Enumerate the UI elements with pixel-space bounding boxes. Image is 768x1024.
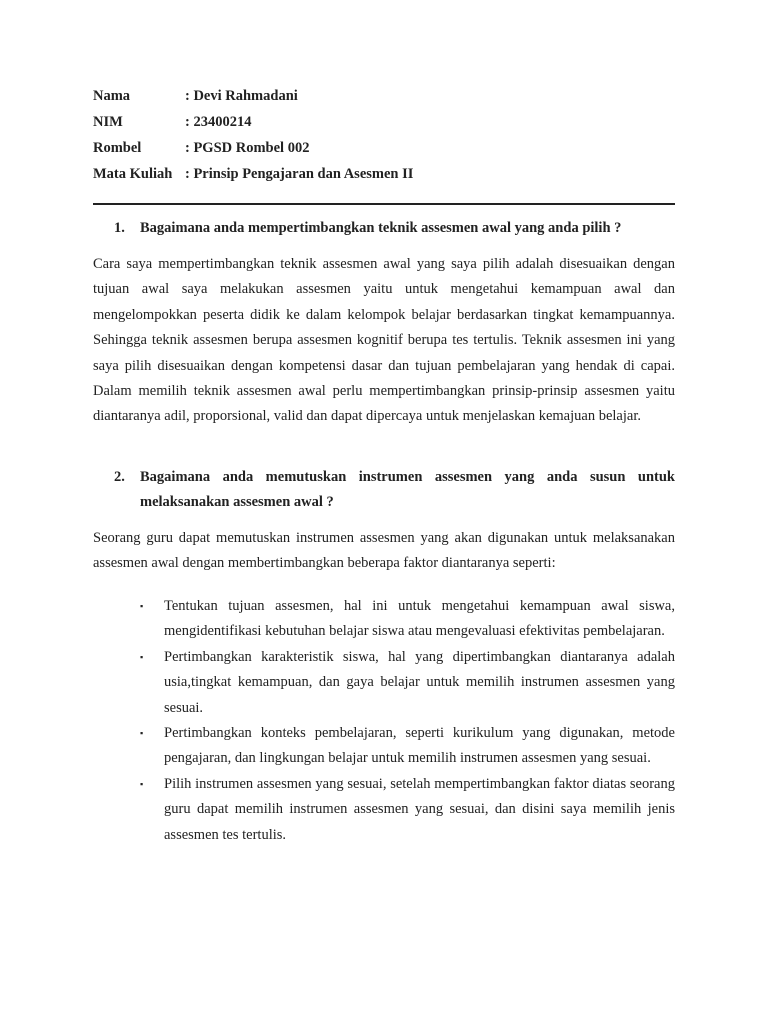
question-number: 2. [114,469,125,485]
list-item [93,721,675,772]
list-item [93,594,675,645]
question-text: Bagaimana anda mempertimbangkan teknik assesmen awal yang anda pilih ? [140,220,622,236]
info-value: : Prinsip Pengajaran dan Asesmen II [185,166,414,182]
info-value: : 23400214 [185,114,252,130]
info-label: Mata Kuliah [93,166,173,182]
answer-2: Seorang guru dapat memutuskan instrumen assesmen yang akan digunakan untuk melaksanakan assesmen awal dengan membertimbangkan beberapa faktor diantaranya seperti: [93,530,675,572]
list-item-text: Pertimbangkan konteks pembelajaran, seperti kurikulum yang digunakan, metode pengajaran, dan lingkungan belajar untuk memilih instrumen assesmen yang sesuai. [164,725,675,767]
student-info [93,84,683,188]
list-item-text: Pertimbangkan karakteristik siswa, hal yang dipertimbangkan diantaranya adalah usia,tingkat kemampuan, dan gaya belajar untuk memilih instrumen assesmen yang sesuai. [164,648,675,716]
bullet-square-icon: ▪ [140,601,144,611]
list-item [93,645,675,721]
info-label: Rombel [93,140,142,156]
info-label: NIM [93,114,123,130]
answer-1: Cara saya mempertimbangkan teknik assesmen awal yang saya pilih adalah disesuaikan dengan tujuan awal saya melakukan assesmen yaitu untuk mengetahui kemampuan awal dan mengelompokkan peserta didik ke dalam kelompok belajar berdasarkan tingkat kemampuannya. Sehingga teknik assesmen berupa assesmen kognitif berupa tes tertulis. Teknik assesmen ini yang saya pilih disesuaikan dengan kompetensi dasar dan tujuan pembelajaran yang hendak di capai. Dalam memilih teknik assesmen awal perlu mempertimbangkan prinsip-prinsip assesmen yaitu diantaranya adil, proporsional, valid dan dapat dipercaya untuk menjelaskan kemajuan belajar. [93,256,675,425]
question-2 [93,465,675,515]
list-item-text: Tentukan tujuan assesmen, hal ini untuk mengetahui kemampuan awal siswa, mengidentifikasi kebutuhan belajar siswa atau mengevaluasi efektivitas pembelajaran. [164,598,675,640]
question-1 [93,216,675,241]
factor-list [93,594,675,848]
info-row-course [93,162,683,188]
info-value: : PGSD Rombel 002 [185,140,310,156]
question-number: 1. [114,220,125,236]
info-row-nim [93,110,683,136]
info-label: Nama [93,88,131,104]
bullet-square-icon: ▪ [140,728,144,739]
bullet-square-icon: ▪ [140,651,144,662]
header-divider [93,203,675,205]
list-item [93,772,675,848]
list-item-text: Pilih instrumen assesmen yang sesuai, setelah mempertimbangkan faktor diatas seorang guru dapat memilih instrumen assesmen yang sesuai, dan disini saya memilih jenis assesmen tes tertulis. [164,775,675,843]
info-row-name [93,84,683,110]
bullet-square-icon: ▪ [140,778,144,789]
question-text: Bagaimana anda memutuskan instrumen assesmen yang anda susun untuk melaksanakan assesmen awal ? [140,469,675,510]
info-row-rombel [93,136,683,162]
info-value: : Devi Rahmadani [185,88,298,104]
